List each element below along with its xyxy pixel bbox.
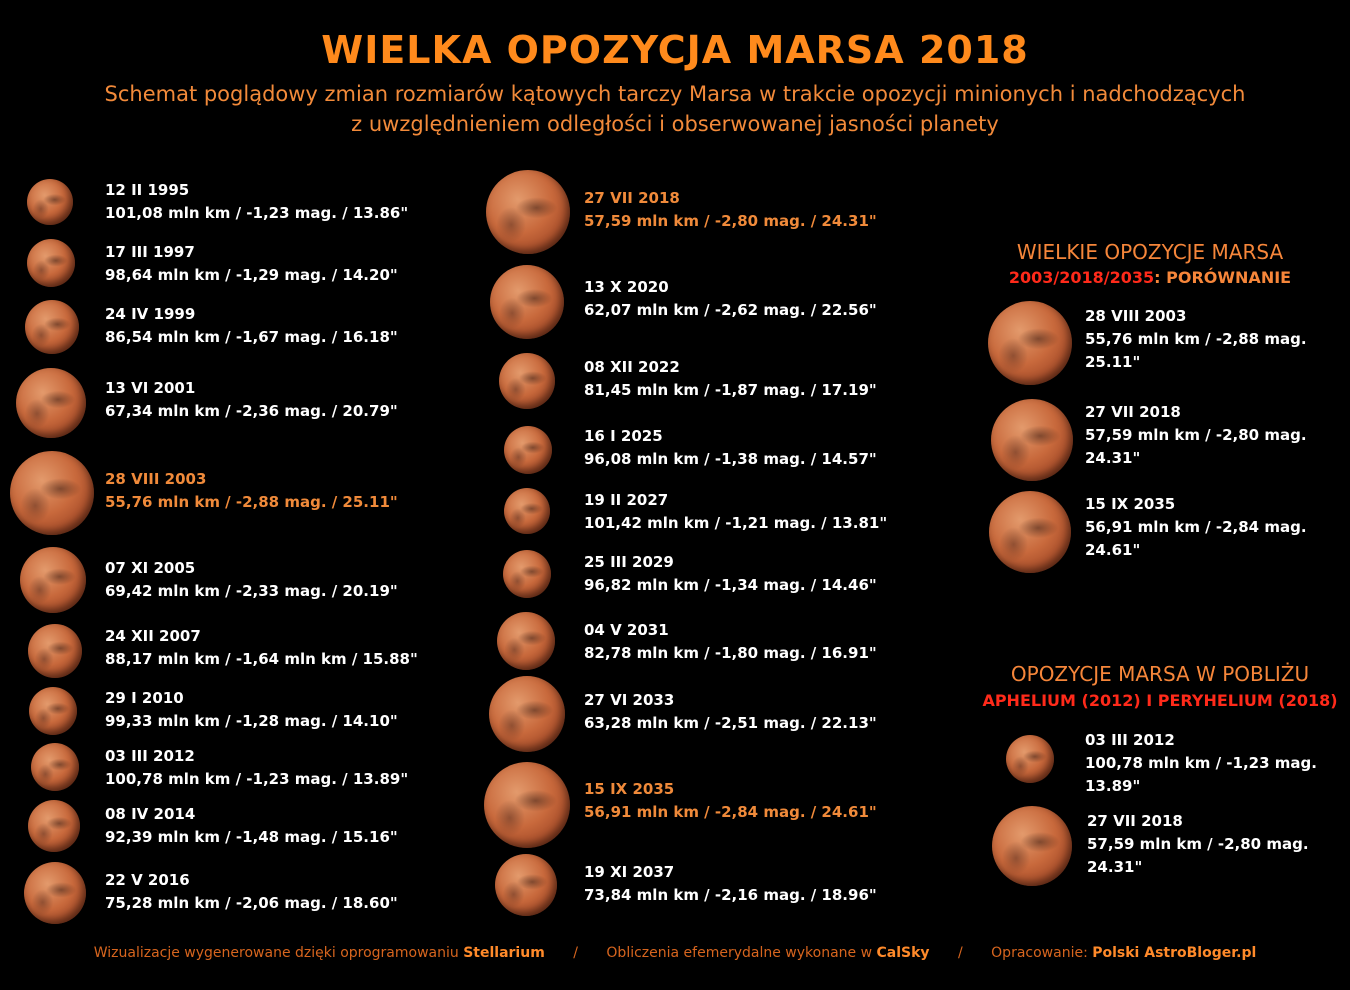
- opposition-entry: [105, 745, 408, 791]
- mars-disc: [486, 170, 570, 254]
- opposition-values: 96,82 mln km / -1,34 mag. / 14.46": [584, 576, 877, 594]
- mars-disc: [28, 624, 82, 678]
- mars-disc: [29, 687, 77, 735]
- mars-disc: [495, 854, 557, 916]
- opposition-date: 24 XII 2007: [105, 627, 201, 645]
- opposition-values: 92,39 mln km / -1,48 mag. / 15.16": [105, 828, 398, 846]
- mars-disc: [24, 862, 86, 924]
- opposition-entry: [105, 468, 398, 514]
- opposition-entry: [1085, 305, 1307, 374]
- mars-disc: [497, 612, 555, 670]
- mars-disc: [991, 399, 1073, 481]
- opposition-values: 101,42 mln km / -1,21 mag. / 13.81": [584, 514, 888, 532]
- opposition-entry: [105, 803, 398, 849]
- opposition-entry: [584, 187, 877, 233]
- opposition-date: 28 VIII 2003: [1085, 307, 1187, 325]
- opposition-values: 63,28 mln km / -2,51 mag. / 22.13": [584, 714, 877, 732]
- opposition-entry: [105, 241, 398, 287]
- opposition-values: 67,34 mln km / -2,36 mag. / 20.79": [105, 402, 398, 420]
- opposition-values: 99,33 mln km / -1,28 mag. / 14.10": [105, 712, 398, 730]
- opposition-values: 88,17 mln km / -1,64 mln km / 15.88": [105, 650, 418, 668]
- opposition-values: 62,07 mln km / -2,62 mag. / 22.56": [584, 301, 877, 319]
- mars-disc: [16, 368, 86, 438]
- mars-disc: [503, 550, 551, 598]
- mars-disc: [988, 301, 1072, 385]
- opposition-values: 100,78 mln km / -1,23 mag.: [1085, 754, 1317, 772]
- footer-separator: /: [957, 945, 963, 961]
- opposition-entry: [105, 179, 408, 225]
- opposition-date: 19 XI 2037: [584, 863, 675, 881]
- opposition-values: 100,78 mln km / -1,23 mag. / 13.89": [105, 770, 409, 788]
- opposition-values: 24.61": [1085, 541, 1141, 559]
- opposition-entry: [584, 551, 877, 597]
- opposition-date: 27 VII 2018: [584, 189, 680, 207]
- mars-disc: [10, 451, 94, 535]
- footer-calsky-text: Obliczenia efemerydalne wykonane w: [606, 945, 877, 961]
- opposition-entry: [584, 689, 877, 735]
- opposition-date: 08 IV 2014: [105, 805, 196, 823]
- opposition-entry: [105, 869, 398, 915]
- opposition-values: 82,78 mln km / -1,80 mag. / 16.91": [584, 644, 877, 662]
- mars-disc: [504, 426, 552, 474]
- mars-disc: [20, 547, 86, 613]
- great-oppositions-comparison: : PORÓWNANIE: [1154, 268, 1292, 287]
- opposition-date: 27 VI 2033: [584, 691, 675, 709]
- mars-disc: [27, 239, 75, 287]
- opposition-entry: [584, 861, 877, 907]
- opposition-values: 86,54 mln km / -1,67 mag. / 16.18": [105, 328, 398, 346]
- great-oppositions-years: 2003/2018/2035: [1008, 268, 1155, 287]
- footer: [0, 945, 1350, 961]
- opposition-date: 03 III 2012: [1085, 731, 1175, 749]
- great-oppositions-title: WIELKIE OPOZYCJE MARSA: [1016, 240, 1284, 264]
- opposition-date: 07 XI 2005: [105, 559, 196, 577]
- opposition-entry: [1087, 810, 1309, 879]
- mars-disc: [489, 676, 565, 752]
- opposition-entry: [584, 356, 877, 402]
- footer-author-text: Opracowanie:: [991, 945, 1093, 961]
- opposition-date: 28 VIII 2003: [105, 470, 207, 488]
- opposition-values: 25.11": [1085, 353, 1141, 371]
- opposition-date: 03 III 2012: [105, 747, 195, 765]
- opposition-date: 25 III 2029: [584, 553, 674, 571]
- opposition-entry: [105, 687, 398, 733]
- opposition-entry: [105, 557, 398, 603]
- opposition-values: 56,91 mln km / -2,84 mag.: [1085, 518, 1307, 536]
- opposition-date: 15 IX 2035: [584, 780, 675, 798]
- subtitle-line-1: Schemat poglądowy zmian rozmiarów kątowych tarczy Marsa w trakcie opozycji minionych i nadchodzących: [104, 82, 1246, 106]
- page-title: WIELKA OPOZYCJA MARSA 2018: [321, 28, 1029, 72]
- opposition-entry: [1085, 493, 1307, 562]
- mars-disc: [27, 179, 73, 225]
- opposition-values: 55,76 mln km / -2,88 mag. / 25.11": [105, 493, 398, 511]
- mars-disc: [490, 265, 564, 339]
- footer-stellarium-text: Wizualizacje wygenerowane dzięki oprogramowaniu: [93, 945, 464, 961]
- opposition-values: 57,59 mln km / -2,80 mag.: [1085, 426, 1307, 444]
- opposition-date: 17 III 1997: [105, 243, 195, 261]
- aphelion-block-title: OPOZYCJE MARSA W POBLIŻU: [1010, 662, 1310, 686]
- footer-author-name: Polski AstroBloger.pl: [1092, 945, 1257, 961]
- opposition-values: 55,76 mln km / -2,88 mag.: [1085, 330, 1307, 348]
- opposition-values: 96,08 mln km / -1,38 mag. / 14.57": [584, 450, 877, 468]
- opposition-date: 27 VII 2018: [1085, 403, 1181, 421]
- opposition-entry: [584, 489, 887, 535]
- opposition-entry: [105, 303, 398, 349]
- aphelion-block-subtitle: APHELIUM (2012) I PERYHELIUM (2018): [982, 691, 1338, 710]
- opposition-entry: [584, 425, 877, 471]
- opposition-values: 56,91 mln km / -2,84 mag. / 24.61": [584, 803, 877, 821]
- opposition-date: 16 I 2025: [584, 427, 663, 445]
- opposition-entry: [105, 377, 398, 423]
- opposition-date: 12 II 1995: [105, 181, 190, 199]
- opposition-date: 29 I 2010: [105, 689, 184, 707]
- opposition-values: 101,08 mln km / -1,23 mag. / 13.86": [105, 204, 409, 222]
- opposition-values: 98,64 mln km / -1,29 mag. / 14.20": [105, 266, 398, 284]
- opposition-date: 27 VII 2018: [1087, 812, 1183, 830]
- subtitle-line-2: z uwzględnieniem odległości i obserwowanej jasności planety: [351, 112, 999, 136]
- mars-disc: [989, 491, 1071, 573]
- opposition-values: 73,84 mln km / -2,16 mag. / 18.96": [584, 886, 877, 904]
- footer-calsky-name: CalSky: [876, 945, 930, 961]
- opposition-values: 81,45 mln km / -1,87 mag. / 17.19": [584, 381, 877, 399]
- opposition-date: 19 II 2027: [584, 491, 669, 509]
- opposition-entry: [584, 619, 877, 665]
- opposition-date: 22 V 2016: [105, 871, 190, 889]
- footer-stellarium-name: Stellarium: [463, 945, 545, 961]
- opposition-date: 04 V 2031: [584, 621, 669, 639]
- mars-disc: [1006, 735, 1054, 783]
- mars-disc: [504, 488, 550, 534]
- great-oppositions-subtitle: [960, 268, 1340, 287]
- footer-separator: /: [573, 945, 578, 961]
- opposition-values: 57,59 mln km / -2,80 mag. / 24.31": [584, 212, 877, 230]
- opposition-entry: [584, 276, 877, 322]
- mars-disc: [992, 806, 1072, 886]
- opposition-entry: [584, 778, 877, 824]
- opposition-values: 24.31": [1087, 858, 1143, 876]
- opposition-date: 08 XII 2022: [584, 358, 680, 376]
- mars-disc: [31, 743, 79, 791]
- opposition-date: 13 X 2020: [584, 278, 669, 296]
- mars-disc: [499, 353, 555, 409]
- mars-disc: [28, 800, 80, 852]
- opposition-entry: [105, 625, 418, 671]
- opposition-date: 24 IV 1999: [105, 305, 196, 323]
- opposition-values: 57,59 mln km / -2,80 mag.: [1087, 835, 1309, 853]
- opposition-values: 24.31": [1085, 449, 1141, 467]
- opposition-values: 13.89": [1085, 777, 1141, 795]
- mars-disc: [484, 762, 570, 848]
- mars-disc: [25, 300, 79, 354]
- opposition-entry: [1085, 401, 1307, 470]
- opposition-values: 69,42 mln km / -2,33 mag. / 20.19": [105, 582, 398, 600]
- opposition-date: 15 IX 2035: [1085, 495, 1176, 513]
- opposition-date: 13 VI 2001: [105, 379, 196, 397]
- opposition-values: 75,28 mln km / -2,06 mag. / 18.60": [105, 894, 398, 912]
- opposition-entry: [1085, 729, 1317, 798]
